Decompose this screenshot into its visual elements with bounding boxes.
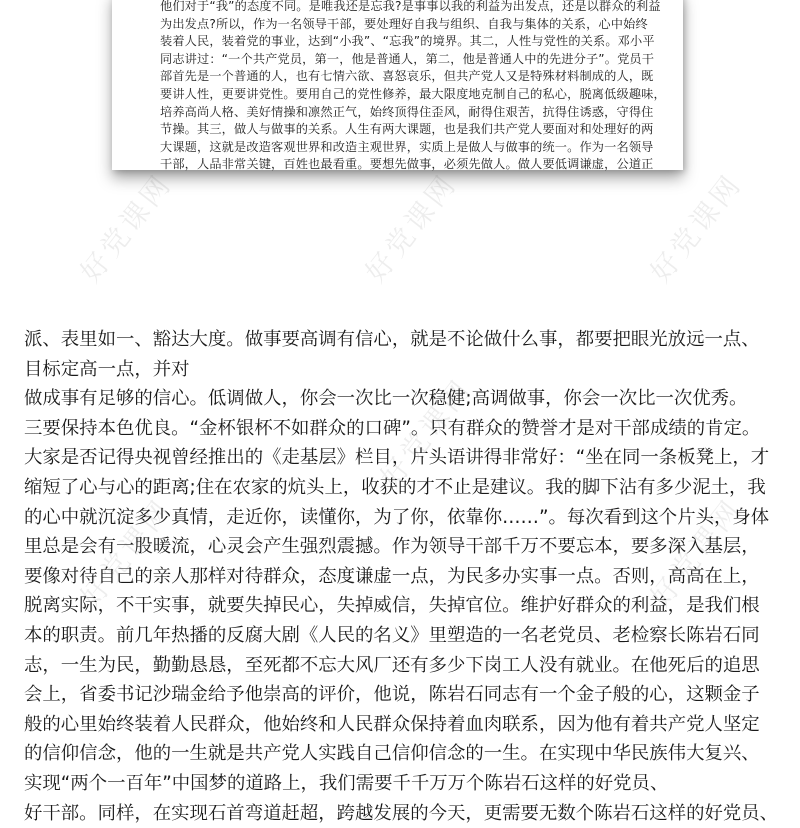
body-line: 的信仰信念，他的一生就是共产党人实践自己信仰信念的一生。在实现中华民族伟大复兴、 — [24, 739, 784, 769]
body-line: 缩短了心与心的距离;住在农家的炕头上，收获的才不止是建议。我的脚下沾有多少泥土，我 — [24, 473, 784, 503]
page-preview-line: 培养高尚人格、美好情操和凛然正气，始终顶得住歪风，耐得住艰苦，抗得住诱惑，守得住 — [160, 104, 635, 122]
page-preview-line: 为出发点?所以，作为一名领导干部，要处理好自我与组织、自我与集体的关系，心中始终 — [160, 16, 635, 34]
document-body-text — [24, 325, 784, 828]
body-line: 目标定高一点，并对 — [24, 355, 784, 385]
body-line: 要像对待自己的亲人那样对待群众，态度谦虚一点，为民多办实事一点。否则，高高在上， — [24, 562, 784, 592]
document-page-preview — [112, 0, 683, 170]
body-line: 志，一生为民，勤勤恳恳，至死都不忘大风厂还有多少下岗工人没有就业。在他死后的追思 — [24, 651, 784, 681]
page-preview-line: 同志讲过：“一个共产党员，第一，他是普通人，第二，他是普通人中的先进分子”。党员干 — [160, 51, 635, 69]
body-line: 派、表里如一、豁达大度。做事要高调有信心，就是不论做什么事，都要把眼光放远一点、 — [24, 325, 784, 355]
page-preview-line: 他们对于“我”的态度不同。是唯我还是忘我?是事事以我的利益为出发点，还是以群众的利益 — [160, 0, 635, 16]
page-preview-line: 节操。其三，做人与做事的关系。人生有两大课题，也是我们共产党人要面对和处理好的两 — [160, 121, 635, 139]
page-preview-line: 大课题，这就是改造客观世界和改造主观世界，实质上是做人与做事的统一。作为一名领导 — [160, 139, 635, 157]
body-line: 三要保持本色优良。“金杯银杯不如群众的口碑”。只有群众的赞誉才是对干部成绩的肯定。 — [24, 414, 784, 444]
body-line: 本的职责。前几年热播的反腐大剧《人民的名义》里塑造的一名老党员、老检察长陈岩石同 — [24, 621, 784, 651]
watermark: 好党课网 — [355, 164, 465, 290]
body-line: 般的心里始终装着人民群众，他始终和人民群众保持着血肉联系，因为他有着共产党人坚定 — [24, 710, 784, 740]
body-line: 做成事有足够的信心。低调做人，你会一次比一次稳健;高调做事，你会一次比一次优秀。 — [24, 384, 784, 414]
page-preview-line: 装着人民，装着党的事业，达到“小我”、“忘我”的境界。其二，人性与党性的关系。邓小平 — [160, 33, 635, 51]
page-preview-line: 部首先是一个普通的人，也有七情六欲、喜怒哀乐，但共产党人又是特殊材料制成的人，既 — [160, 68, 635, 86]
page-preview-text — [160, 0, 635, 174]
body-line: 好干部。同样，在实现石首弯道赶超，跨越发展的今天，更需要无数个陈岩石这样的好党员、 — [24, 799, 784, 828]
body-line: 的心中就沉淀多少真情，走近你，读懂你，为了你，依靠你……”。每次看到这个片头，身体 — [24, 503, 784, 533]
watermark: 好党课网 — [370, 369, 480, 495]
watermark: 好党课网 — [640, 489, 750, 615]
body-line: 会上，省委书记沙瑞金给予他崇高的评价，他说，陈岩石同志有一个金子般的心，这颗金子 — [24, 680, 784, 710]
watermark: 好党课网 — [70, 164, 180, 290]
page-preview-line: 要讲人性，更要讲党性。要用自己的党性修养，最大限度地克制自己的私心，脱离低级趣味， — [160, 86, 635, 104]
body-line: 里总是会有一股暖流，心灵会产生强烈震撼。作为领导干部千万不要忘本，要多深入基层， — [24, 532, 784, 562]
body-line: 脱离实际，不干实事，就要失掉民心，失掉威信，失掉官位。维护好群众的利益，是我们根 — [24, 591, 784, 621]
page-preview-line: 干部，人品非常关键，百姓也最看重。要想先做事，必须先做人。做人要低调谦虚，公道正 — [160, 156, 635, 174]
body-line: 实现“两个一百年”中国梦的道路上，我们需要千千万万个陈岩石这样的好党员、 — [24, 769, 784, 799]
watermark: 好党课网 — [640, 164, 750, 290]
watermark: 好党课网 — [70, 489, 180, 615]
body-line: 大家是否记得央视曾经推出的《走基层》栏目，片头语讲得非常好：“坐在同一条板凳上，才 — [24, 443, 784, 473]
